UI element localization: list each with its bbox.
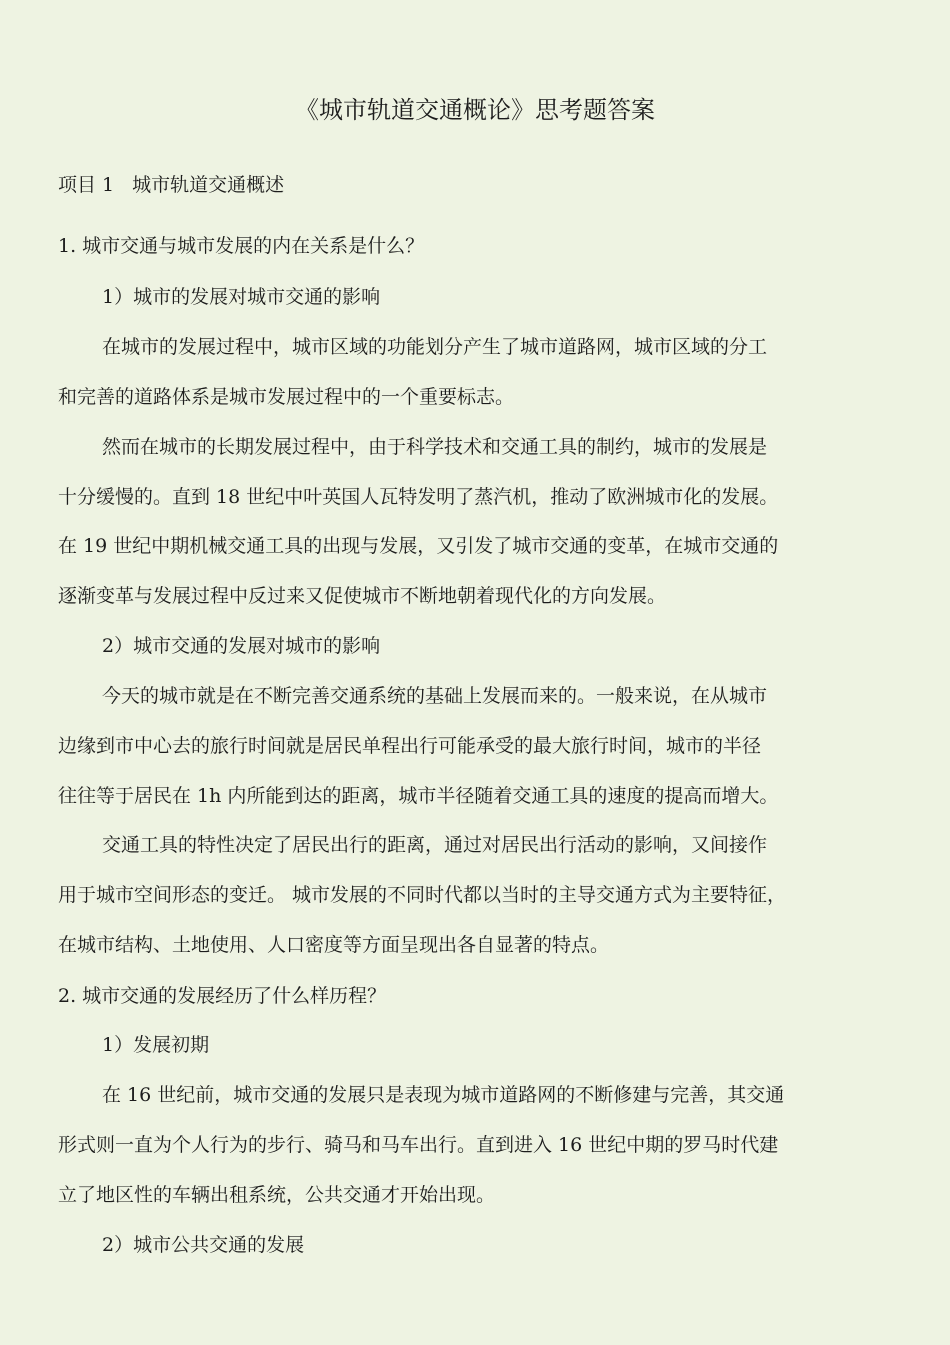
- question-1: 1. 城市交通与城市发展的内在关系是什么？: [58, 235, 425, 257]
- paragraph-line: 在城市结构、土地使用、人口密度等方面呈现出各自显著的特点。: [58, 934, 610, 956]
- paragraph-line: 和完善的道路体系是城市发展过程中的一个重要标志。: [58, 386, 515, 408]
- paragraph-line: 今天的城市就是在不断完善交通系统的基础上发展而来的。一般来说，在从城市: [102, 685, 768, 707]
- paragraph-line: 交通工具的特性决定了居民出行的距离，通过对居民出行活动的影响，又间接作: [102, 834, 768, 856]
- subheading-1-1: 1）城市的发展对城市交通的影响: [102, 286, 381, 308]
- paragraph-line: 逐渐变革与发展过程中反过来又促使城市不断地朝着现代化的方向发展。: [58, 585, 667, 607]
- paragraph-line: 形式则一直为个人行为的步行、骑马和马车出行。直到进入 16 世纪中期的罗马时代建: [58, 1134, 779, 1156]
- subheading-2-1: 1）发展初期: [102, 1034, 210, 1056]
- subheading-1-2: 2）城市交通的发展对城市的影响: [102, 635, 381, 657]
- paragraph-line: 用于城市空间形态的变迁。 城市发展的不同时代都以当时的主导交通方式为主要特征，: [58, 884, 787, 906]
- paragraph-line: 在 16 世纪前，城市交通的发展只是表现为城市道路网的不断修建与完善，其交通: [102, 1084, 785, 1106]
- paragraph-line: 十分缓慢的。直到 18 世纪中叶英国人瓦特发明了蒸汽机，推动了欧洲城市化的发展。: [58, 486, 779, 508]
- paragraph-line: 然而在城市的长期发展过程中，由于科学技术和交通工具的制约，城市的发展是: [102, 436, 768, 458]
- paragraph-line: 在 19 世纪中期机械交通工具的出现与发展，又引发了城市交通的变革，在城市交通的: [58, 535, 779, 557]
- paragraph-line: 往往等于居民在 1h 内所能到达的距离，城市半径随着交通工具的速度的提高而增大。: [58, 785, 779, 807]
- project-name: 城市轨道交通概述: [132, 174, 285, 196]
- subheading-2-2: 2）城市公共交通的发展: [102, 1234, 305, 1256]
- project-heading: [58, 172, 284, 198]
- paragraph-line: 在城市的发展过程中，城市区域的功能划分产生了城市道路网，城市区域的分工: [102, 336, 768, 358]
- question-2: 2. 城市交通的发展经历了什么样历程？: [58, 985, 387, 1007]
- project-label: 项目 1: [58, 174, 115, 196]
- document-title: 《城市轨道交通概论》思考题答案: [295, 96, 655, 124]
- paragraph-line: 立了地区性的车辆出租系统，公共交通才开始出现。: [58, 1184, 496, 1206]
- paragraph-line: 边缘到市中心去的旅行时间就是居民单程出行可能承受的最大旅行时间，城市的半径: [58, 735, 762, 757]
